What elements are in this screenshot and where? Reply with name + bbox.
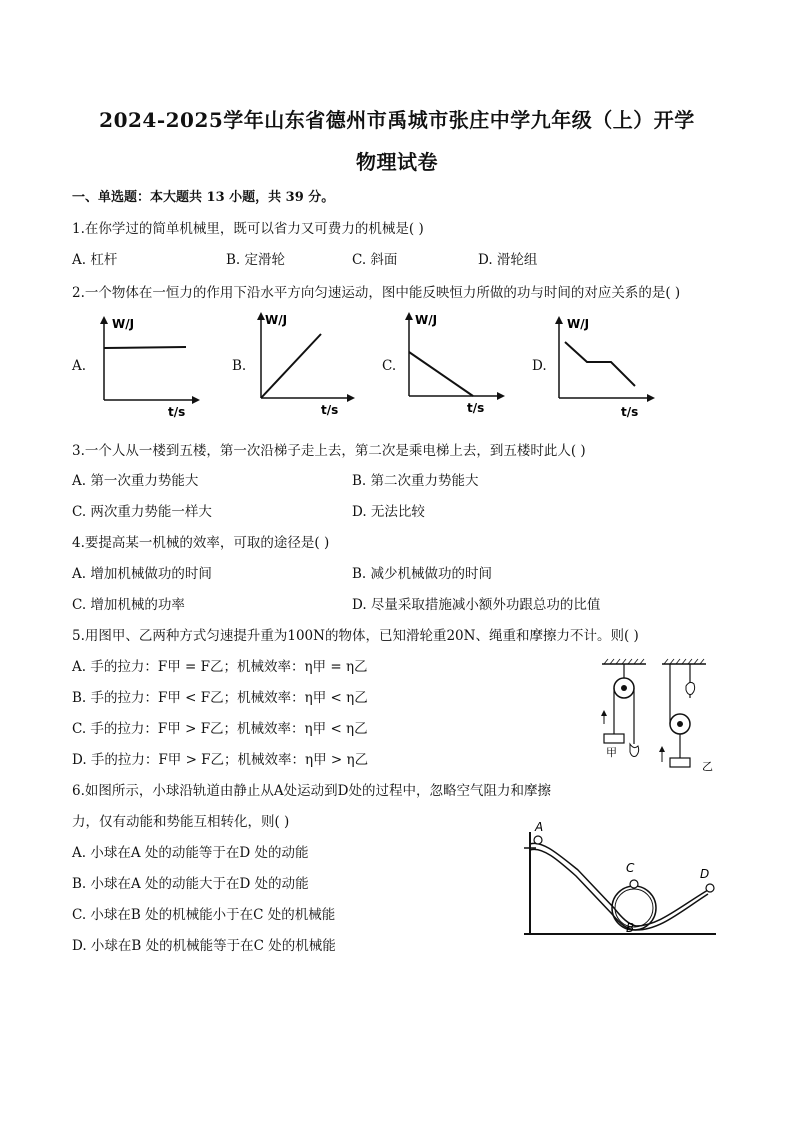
q2-graph-d-ylabel: W/J	[567, 317, 590, 331]
section-heading: 一、单选题：本大题共 13 小题，共 39 分。	[72, 190, 335, 205]
q6-label-d: D	[700, 867, 710, 881]
q3-option-b: B. 第二次重力势能大	[352, 473, 479, 489]
q4-option-a: A. 增加机械做功的时间	[72, 566, 212, 582]
q1-option-c: C. 斜面	[352, 252, 398, 268]
q2-graph-a-ylabel: W/J	[112, 317, 135, 331]
q5-pulley-figure	[596, 658, 720, 778]
q2-graph-b	[245, 308, 360, 418]
q2-graph-a	[90, 312, 205, 420]
q6-option-b: B. 小球在A 处的动能大于在D 处的动能	[72, 876, 309, 892]
q5-stem: 5.用图甲、乙两种方式匀速提升重为100N的物体，已知滑轮重20N、绳重和摩擦力不计。则( )	[72, 628, 639, 644]
q1-option-b: B. 定滑轮	[226, 252, 286, 268]
q2-option-a: A.	[72, 358, 87, 374]
q1-option-a: A. 杠杆	[72, 252, 118, 268]
q4-option-c: C. 增加机械的功率	[72, 597, 185, 613]
q5-option-a: A. 手的拉力：F甲 = F乙；机械效率：η甲 = η乙	[72, 659, 368, 675]
q2-graph-c	[395, 308, 510, 418]
q2-graph-c-ylabel: W/J	[415, 313, 438, 327]
q5-label-yi: 乙	[702, 760, 713, 773]
q6-stem-line2: 力，仅有动能和势能互相转化，则( )	[72, 814, 290, 830]
q4-option-b: B. 减少机械做功的时间	[352, 566, 493, 582]
q6-label-c: C	[626, 861, 635, 875]
q5-option-c: C. 手的拉力：F甲 > F乙；机械效率：η甲 < η乙	[72, 721, 368, 737]
q3-stem: 3.一个人从一楼到五楼，第一次沿梯子走上去，第二次是乘电梯上去，到五楼时此人( )	[72, 443, 586, 459]
q4-option-d: D. 尽量采取措施减小额外功跟总功的比值	[352, 597, 601, 613]
q2-option-d: D.	[532, 358, 547, 374]
q1-option-d: D. 滑轮组	[478, 252, 538, 268]
q2-option-c: C.	[382, 358, 397, 374]
q2-graph-b-xlabel: t/s	[321, 403, 339, 417]
q6-track-figure	[518, 818, 722, 940]
q2-stem: 2.一个物体在一恒力的作用下沿水平方向匀速运动，图中能反映恒力所做的功与时间的对应关系的是( )	[72, 285, 681, 301]
exam-title-line2: 物理试卷	[356, 150, 438, 174]
q6-option-d: D. 小球在B 处的机械能等于在C 处的机械能	[72, 938, 336, 954]
q4-stem: 4.要提高某一机械的效率，可取的途径是( )	[72, 535, 330, 551]
q5-label-jia: 甲	[606, 746, 617, 759]
q3-option-a: A. 第一次重力势能大	[72, 473, 199, 489]
q6-label-a: A	[535, 820, 544, 834]
exam-title-line1: 2024-2025学年山东省德州市禹城市张庄中学九年级（上）开学	[99, 108, 695, 132]
q3-option-d: D. 无法比较	[352, 504, 425, 520]
q3-option-c: C. 两次重力势能一样大	[72, 504, 212, 520]
q2-graph-d-xlabel: t/s	[621, 405, 639, 419]
q2-graph-d	[545, 310, 660, 420]
q6-option-c: C. 小球在B 处的机械能小于在C 处的机械能	[72, 907, 336, 923]
q5-option-b: B. 手的拉力：F甲 < F乙；机械效率：η甲 < η乙	[72, 690, 368, 706]
q2-graph-b-ylabel: W/J	[265, 313, 288, 327]
q2-graph-a-xlabel: t/s	[168, 405, 186, 419]
q6-option-a: A. 小球在A 处的动能等于在D 处的动能	[72, 845, 309, 861]
q2-option-b: B.	[232, 358, 247, 374]
q5-option-d: D. 手的拉力：F甲 > F乙；机械效率：η甲 > η乙	[72, 752, 369, 768]
q2-graph-c-xlabel: t/s	[467, 401, 485, 415]
q6-label-b: B	[626, 921, 635, 935]
q1-stem: 1.在你学过的简单机械里，既可以省力又可费力的机械是( )	[72, 221, 424, 237]
q6-stem-line1: 6.如图所示，小球沿轨道由静止从A处运动到D处的过程中，忽略空气阻力和摩擦	[72, 783, 551, 799]
